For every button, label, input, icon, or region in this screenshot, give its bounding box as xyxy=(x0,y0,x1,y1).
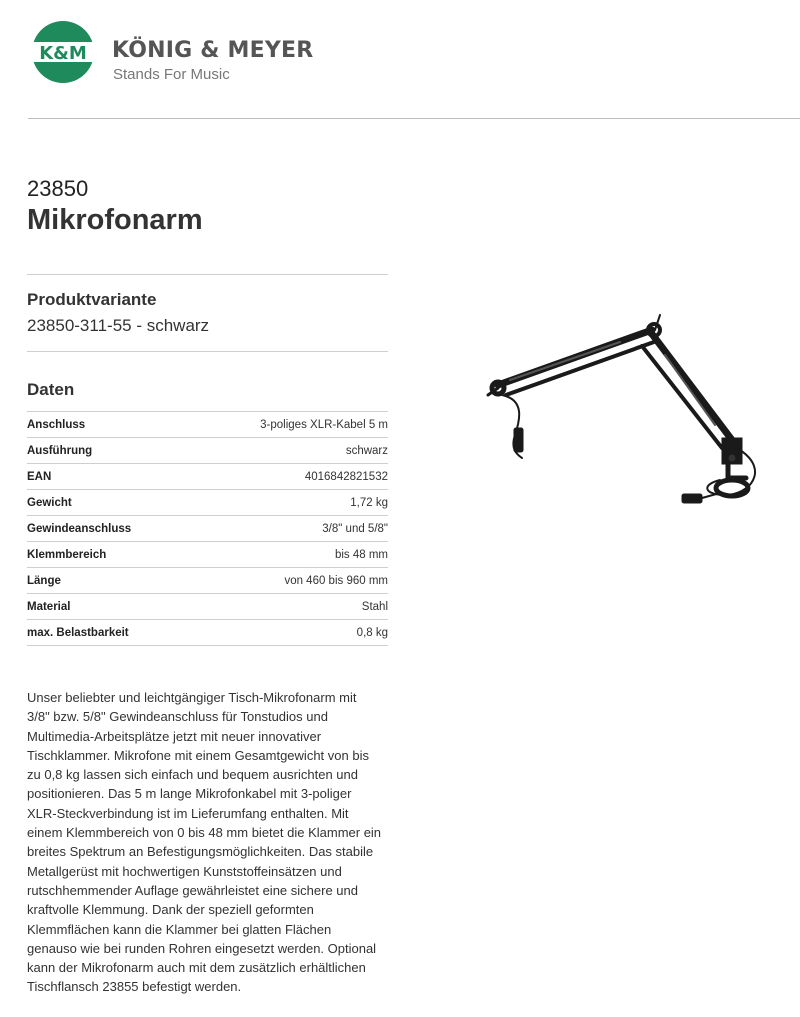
spec-value: 0,8 kg xyxy=(356,626,388,639)
spec-label: Ausführung xyxy=(27,444,93,457)
description-line: Klemmflächen kann die Klammer bei glatten Flächen xyxy=(27,921,332,937)
description-line: Tischklammer. Mikrofone mit einem Gesamtgewicht von bis xyxy=(27,747,369,763)
description-line: breites Spektrum an Befestigungsmöglichkeiten. Das stabile xyxy=(27,844,374,860)
km-logo xyxy=(28,20,98,84)
spec-value: 4016842821532 xyxy=(304,470,388,483)
specs-heading: Daten xyxy=(27,380,75,399)
variant-heading: Produktvariante xyxy=(27,290,157,309)
brand-tagline: Stands For Music xyxy=(113,66,230,83)
description-line: Unser beliebter und leichtgängiger Tisch-Mikrofonarm mit xyxy=(27,690,357,705)
description-line: zu 0,8 kg lassen sich einfach und bequem ausrichten und xyxy=(27,767,358,783)
spec-value: bis 48 mm xyxy=(334,548,388,561)
description-line: einem Klemmbereich von 0 bis 48 mm bietet die Klammer ein xyxy=(27,825,382,841)
spec-label: Klemmbereich xyxy=(27,548,107,561)
spec-row xyxy=(27,438,388,464)
spec-label: Anschluss xyxy=(27,418,86,431)
spec-value: Stahl xyxy=(361,600,388,613)
description-line: kraftvolle Klemmung. Dank der speziell geformten xyxy=(27,902,314,918)
spec-label: Länge xyxy=(27,574,61,587)
product-description xyxy=(27,688,389,997)
spec-label: Material xyxy=(27,600,71,613)
spec-row xyxy=(27,412,388,438)
description-line: genauso wie bei runden Rohren eingesetzt werden. Optional xyxy=(27,940,377,956)
spec-value: schwarz xyxy=(345,444,388,457)
description-line: XLR-Steckverbindung ist im Lieferumfang enthalten. Mit xyxy=(27,805,349,821)
product-number: 23850 xyxy=(27,176,89,201)
spec-label: max. Belastbarkeit xyxy=(27,626,129,639)
description-line: positionieren. Das 5 m lange Mikrofonkabel mit 3-poliger xyxy=(27,786,352,802)
specs-table xyxy=(27,411,388,646)
description-line: rutschhemmender Auflage gewährleistet eine sichere und xyxy=(27,882,358,898)
spec-row xyxy=(27,516,388,542)
spec-label: EAN xyxy=(27,470,52,483)
variant-value: 23850-311-55 - schwarz xyxy=(27,316,210,335)
microphone-arm-image xyxy=(470,300,770,520)
spec-value: 3/8" und 5/8" xyxy=(322,522,388,535)
spec-value: 1,72 kg xyxy=(350,496,388,509)
logo-text: K&M xyxy=(39,43,87,64)
divider xyxy=(27,351,388,352)
description-line: Tischflansch 23855 befestigt werden. xyxy=(27,979,242,995)
spec-row xyxy=(27,568,388,594)
description-line: kann der Mikrofonarm auch mit dem zusätzlich erhältlichen xyxy=(27,960,366,976)
spec-row xyxy=(27,464,388,490)
description-line: Multimedia-Arbeitsplätze jetzt mit neuer innovativer xyxy=(27,728,322,744)
product-title: Mikrofonarm xyxy=(27,204,203,236)
spec-value: von 460 bis 960 mm xyxy=(284,574,388,587)
description-line: Metallgerüst mit hochwertigen Kunststoffeinsätzen und xyxy=(27,863,342,879)
spec-row xyxy=(27,594,388,620)
header-divider xyxy=(28,118,800,119)
divider xyxy=(27,274,388,275)
description-line: 3/8" bzw. 5/8" Gewindeanschluss für Tonstudios und xyxy=(27,709,328,725)
spec-label: Gewicht xyxy=(27,496,72,509)
spec-value: 3-poliges XLR-Kabel 5 m xyxy=(260,418,388,431)
spec-row xyxy=(27,490,388,516)
spec-row xyxy=(27,620,388,646)
spec-row xyxy=(27,542,388,568)
spec-label: Gewindeanschluss xyxy=(27,522,132,535)
brand-name: KÖNIG & MEYER xyxy=(112,38,314,63)
